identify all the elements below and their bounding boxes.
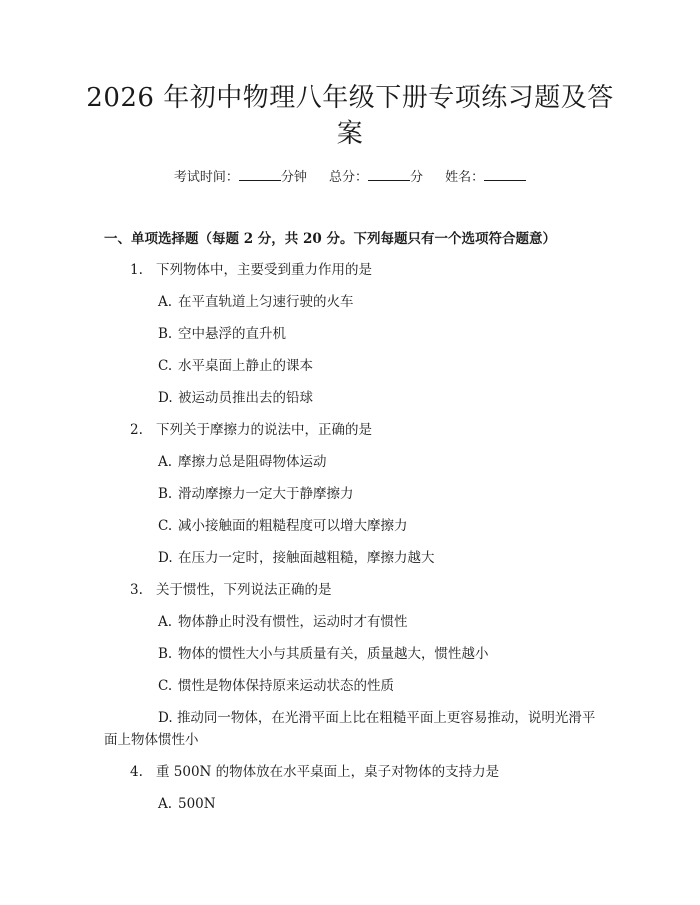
option-text: 惯性是物体保持原来运动状态的性质 bbox=[178, 678, 394, 694]
exam-time-label: 考试时间： bbox=[173, 170, 239, 185]
option-text: 空中悬浮的直升机 bbox=[178, 326, 286, 342]
question-3-option-d bbox=[104, 707, 600, 751]
total-score-blank bbox=[368, 168, 410, 181]
question-text: 下列物体中，主要受到重力作用的是 bbox=[156, 262, 372, 278]
option-letter: B. bbox=[158, 326, 173, 342]
question-1-option-d bbox=[158, 388, 313, 408]
option-letter: B. bbox=[158, 486, 173, 502]
option-letter: B. bbox=[158, 646, 173, 662]
total-score-field bbox=[329, 168, 423, 188]
student-name-blank bbox=[484, 168, 526, 181]
question-2-option-b bbox=[158, 484, 354, 504]
student-name-label: 姓名： bbox=[445, 170, 485, 185]
exam-time-field bbox=[174, 168, 307, 188]
option-letter: A. bbox=[158, 796, 173, 812]
question-3-option-c bbox=[158, 676, 394, 696]
option-text: 在平直轨道上匀速行驶的火车 bbox=[178, 294, 354, 310]
option-letter: A. bbox=[158, 454, 173, 470]
question-3 bbox=[130, 580, 332, 600]
option-text: 水平桌面上静止的课本 bbox=[178, 358, 313, 374]
question-text: 重 500N 的物体放在水平桌面上，桌子对物体的支持力是 bbox=[156, 764, 500, 780]
option-letter: A. bbox=[158, 294, 173, 310]
option-text: 500N bbox=[178, 796, 216, 812]
option-text: 减小接触面的粗糙程度可以增大摩擦力 bbox=[178, 518, 408, 534]
exam-time-unit: 分钟 bbox=[280, 170, 307, 185]
question-number: 4. bbox=[130, 764, 143, 780]
option-text: 被运动员推出去的铅球 bbox=[178, 390, 313, 406]
question-text: 下列关于摩擦力的说法中，正确的是 bbox=[156, 422, 372, 438]
option-text: 摩擦力总是阻碍物体运动 bbox=[178, 454, 327, 470]
total-score-unit: 分 bbox=[410, 170, 424, 185]
question-2-option-a bbox=[158, 452, 327, 472]
option-letter: C. bbox=[158, 358, 173, 374]
question-1 bbox=[130, 260, 372, 280]
total-score-label: 总分： bbox=[328, 170, 368, 185]
question-1-option-a bbox=[158, 292, 354, 312]
option-letter: C. bbox=[158, 678, 173, 694]
question-4 bbox=[130, 762, 499, 782]
option-text: 在压力一定时，接触面越粗糙，摩擦力越大 bbox=[178, 550, 435, 566]
option-letter: A. bbox=[158, 614, 173, 630]
question-2-option-c bbox=[158, 516, 408, 536]
question-3-option-b bbox=[158, 644, 489, 664]
question-1-option-b bbox=[158, 324, 286, 344]
question-4-option-a bbox=[158, 794, 216, 814]
option-text: 物体静止时没有惯性，运动时才有惯性 bbox=[178, 614, 408, 630]
option-letter: D. bbox=[158, 710, 173, 726]
page-title: 2026 年初中物理八年级下册专项练习题及答案 bbox=[86, 83, 614, 149]
option-letter: D. bbox=[158, 390, 173, 406]
student-name-field bbox=[445, 168, 526, 188]
option-text: 推动同一物体，在光滑平面上比在粗糙平面上更容易推动，说明光滑平面上物体惯性小 bbox=[104, 710, 596, 748]
question-1-option-c bbox=[158, 356, 313, 376]
question-3-option-a bbox=[158, 612, 408, 632]
option-letter: D. bbox=[158, 550, 173, 566]
question-number: 3. bbox=[130, 582, 143, 598]
option-letter: C. bbox=[158, 518, 173, 534]
exam-info-line bbox=[0, 168, 700, 188]
question-2-option-d bbox=[158, 548, 435, 568]
option-text: 滑动摩擦力一定大于静摩擦力 bbox=[178, 486, 354, 502]
question-text: 关于惯性，下列说法正确的是 bbox=[156, 582, 332, 598]
question-number: 2. bbox=[130, 422, 143, 438]
question-2 bbox=[130, 420, 372, 440]
section-heading: 一、单项选择题（每题 2 分，共 20 分。下列每题只有一个选项符合题意） bbox=[104, 231, 556, 247]
question-number: 1. bbox=[130, 262, 143, 278]
option-text: 物体的惯性大小与其质量有关，质量越大，惯性越小 bbox=[178, 646, 489, 662]
exam-time-blank bbox=[239, 168, 281, 181]
